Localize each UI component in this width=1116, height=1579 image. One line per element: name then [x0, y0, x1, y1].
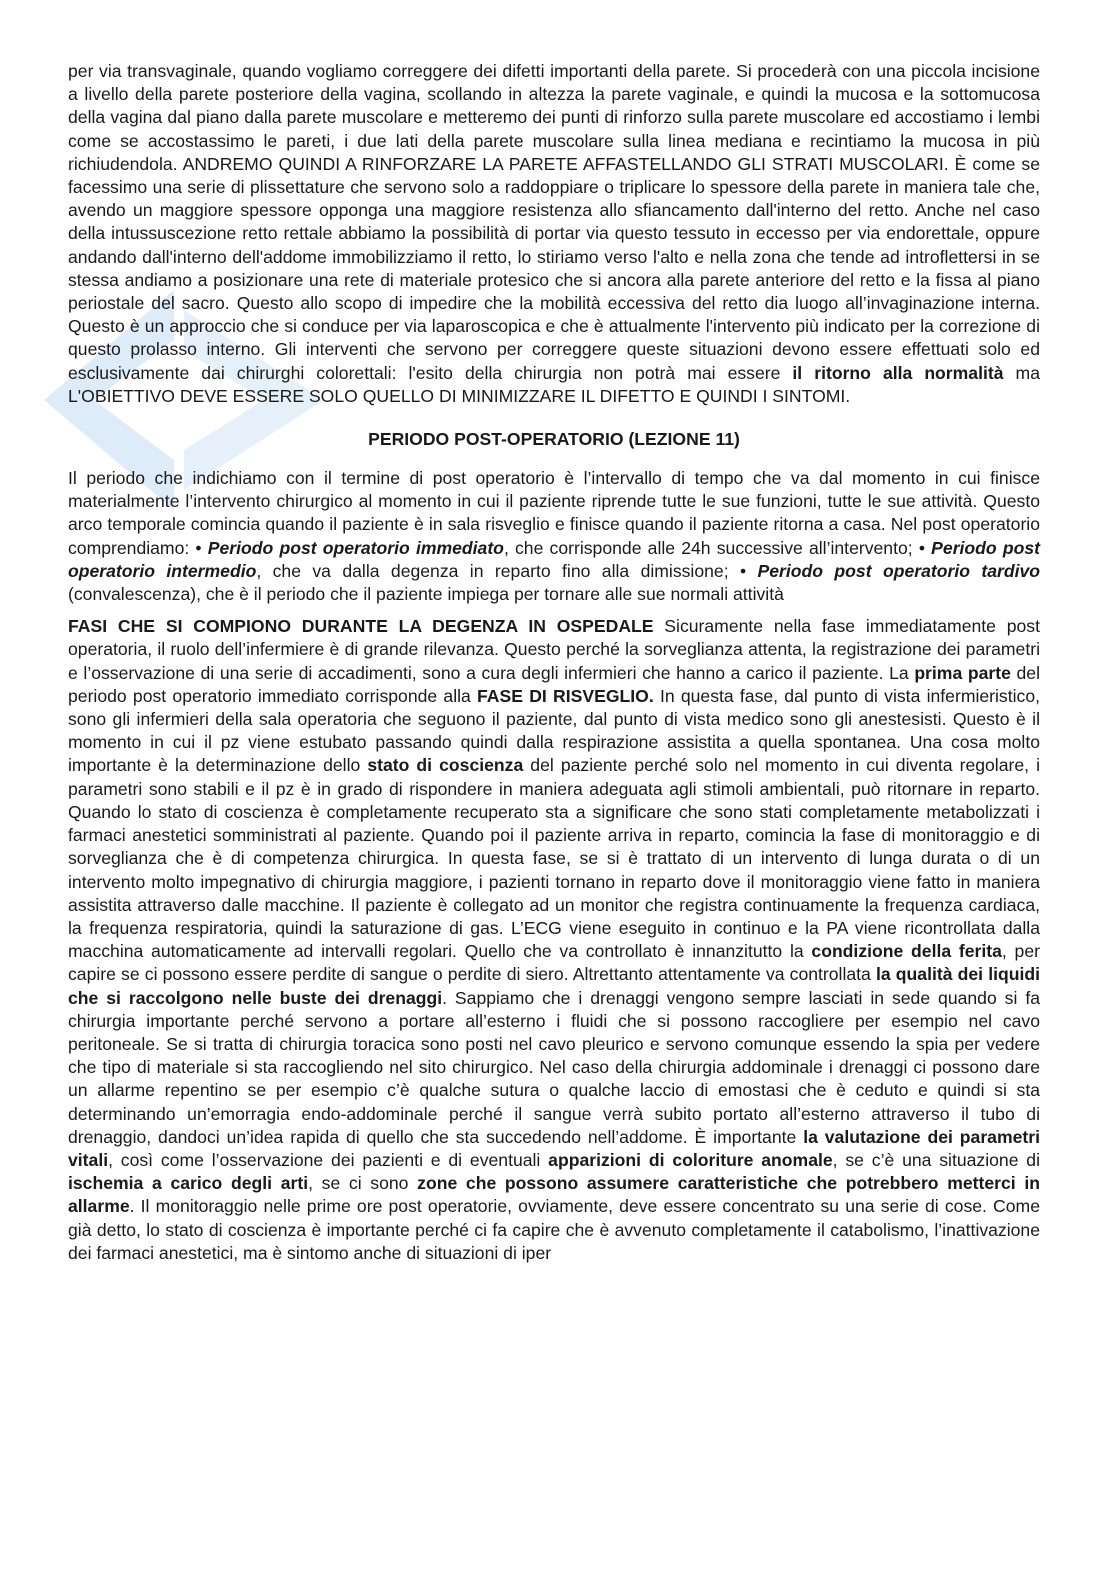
bold-run: apparizioni di coloriture anomale: [548, 1149, 833, 1170]
bold-run: zone che possono assumere caratteristiche che potrebbero metterci in allarme: [68, 1173, 1041, 1217]
text-run: Il periodo che indichiamo con il termine di post operatorio è l’intervallo di tempo che va dal momento in cui finisce materialmente l’intervento chirurgico al momento in cui il paziente riprende tutte le sue funzioni, tutte le sue attività. Questo arco temporale comincia quando il paziente è in sala risveglio e finisce quando il paziente ritorna a casa. Nel post operatorio comprendiamo: •: [68, 468, 1040, 558]
text-run: per via transvaginale, quando vogliamo correggere dei difetti importanti della parete. Si procederà con una piccola incisione a livello della parete posteriore della vagina, scollando in altezza la parete vaginale, e quindi la mucosa e la sottomucosa della vagina dal piano dalla parete muscolare e metteremo dei punti di rinforzo sulla parete muscolare ed accostiamo i lembi come se accostassimo le pareti, i due lati della parete muscolare sulla linea mediana e recintiamo la mucosa in più richiudendola. ANDREMO QUINDI A RINFORZARE LA PARETE AFFASTELLANDO GLI STRATI MUSCOLARI. È come se facessimo una serie di plissettature che servono solo a raddoppiare o triplicare lo spessore della parete in maniera tale che, avendo un maggiore spessore opponga una maggiore resistenza allo sfiancamento dall'interno del retto. Anche nel caso della intussuscezione retto rettale abbiamo la possibilità di portar via questo tessuto in eccesso per via endorettale, oppure andando dall'interno dell'addome immobilizziamo il retto, lo stiriamo verso l'alto e nella zona che tende ad introflettersi in se stessa andiamo a posizionare una rete di materiale protesico che si ancora alla parete anteriore del retto e la fissa al piano periostale del sacro. Questo allo scopo di impedire che la mobilità eccessiva del retto dia luogo all’invaginazione interna. Questo è un approccio che si conduce per via laparoscopica e che è attualmente l'intervento più indicato per la correzione di questo prolasso interno. Gli interventi che servono per correggere queste situazioni devono essere effettuati solo ed esclusivamente dai chirurghi colorettali: l'esito della chirurgia non potrà mai essere: [68, 61, 1040, 383]
text-run: , se ci sono: [308, 1173, 418, 1194]
text-run: In questa fase, dal punto di vista infermieristico, sono gli infermieri della sala operatoria che seguono il paziente, dal punto di vista medico sono gli anestesisti. Questo è il momento in cui il pz viene estubato passando quindi dalla respirazione assistita a quella spontanea. Una cosa molto importante è la determinazione dello: [68, 685, 1040, 776]
text-run: , così come l’osservazione dei pazienti e di eventuali: [108, 1149, 549, 1170]
paragraph-intro: [68, 467, 1040, 606]
bold-run: il ritorno alla normalità: [792, 362, 1004, 383]
text-run: , per capire se ci possono essere perdite di sangue o perdite di siero. Altrettanto attentamente va controllata: [68, 941, 1040, 985]
bold-italic-run: Periodo post operatorio intermedio: [68, 537, 1040, 581]
paragraph-rettocele: [68, 60, 1040, 408]
text-run: . Il monitoraggio nelle prime ore post operatorie, ovviamente, deve essere concentrato su una serie di cose. Come già detto, lo stato di coscienza è importante perché ci fa capire che è avvenuto completamente il catabolismo, l’inattivazione dei farmaci anestetici, ma è sintomo anche di situazioni di iper: [68, 1196, 1040, 1263]
bold-run: stato di coscienza: [367, 755, 524, 776]
text-run: , se c’è una situazione di: [832, 1149, 1040, 1170]
bold-run: FASE DI RISVEGLIO.: [477, 685, 654, 706]
bold-italic-run: Periodo post operatorio immediato: [207, 537, 504, 558]
bold-run: ischemia a carico degli arti: [68, 1173, 309, 1194]
text-run: ma L'OBIETTIVO DEVE ESSERE SOLO QUELLO DI MINIMIZZARE IL DIFETTO E QUINDI I SINTOMI.: [68, 362, 1040, 406]
text-run: . Sappiamo che i drenaggi vengono sempre lasciati in sede quando si fa chirurgia importante perché servono a portare all’esterno i fluidi che si possono raccogliere per esempio nel cavo peritoneale. Se si tratta di chirurgia toracica sono posti nel cavo pleurico e servono comunque essendo la spia per vedere che tipo di materiale si sta raccogliendo nel sito chirurgico. Nel caso della chirurgia addominale i drenaggi ci possono dare un allarme repentino se per esempio c’è qualche sutura o qualche laccio di emostasi che è ceduto e quindi si sta determinando un’emorragia endo-addominale perché il sangue verrà subito portato all’esterno attraverso il tubo di drenaggio, dandoci un’idea rapida di quello che sta succedendo nell’addome. È importante: [68, 987, 1040, 1147]
bold-run: FASI CHE SI COMPIONO DURANTE LA DEGENZA IN OSPEDALE: [68, 616, 654, 637]
bold-run: la valutazione dei parametri vitali: [68, 1126, 1040, 1170]
text-run: del paziente perché solo nel momento in cui diventa regolare, i parametri sono stabili e il pz è in grado di rispondere in maniera adeguata agli stimoli ambientali, può ritornare in reparto. Quando lo stato di coscienza è completamente recuperato sta a significare che sono stati completamente metabolizzati i farmaci anestetici somministrati al paziente. Quando poi il paziente arriva in reparto, comincia la fase di monitoraggio e di sorveglianza che è di competenza chirurgica. In questa fase, se si è trattato di un intervento di lunga durata o di un intervento molto impegnativo di chirurgia maggiore, i pazienti tornano in reparto dove il monitoraggio viene fatto in maniera assistita attraverso dalle macchine. Il paziente è collegato ad un monitor che registra continuamente la frequenza cardiaca, la frequenza respiratoria, quindi la saturazione di gas. L’ECG viene eseguito in continuo e la PA viene ricontrollata dalla macchina automaticamente ad intervalli regolari. Quello che va controllato è innanzitutto la: [68, 755, 1040, 962]
bold-run: la qualità dei liquidi che si raccolgono nelle buste dei drenaggi: [68, 964, 1040, 1008]
bold-italic-run: Periodo post operatorio tardivo: [757, 560, 1040, 581]
text-run: , che corrisponde alle 24h successive all’intervento; •: [503, 537, 932, 558]
text-run: (convalescenza), che è il periodo che il paziente impiega per tornare alle sue normali attività: [68, 584, 784, 605]
text-run: , che va dalla degenza in reparto fino alla dimissione; •: [256, 560, 758, 581]
bold-run: prima parte: [914, 662, 1011, 683]
text-run: Sicuramente nella fase immediatamente post operatoria, il ruolo dell’infermiere è di grande rilevanza. Questo perché la sorveglianza attenta, la registrazione dei parametri e l’osservazione di una serie di accadimenti, sono a cura degli infermieri che hanno a carico il paziente. La: [68, 616, 1040, 683]
bold-run: condizione della ferita: [811, 941, 1002, 962]
document-page: [68, 60, 1040, 1265]
text-run: del periodo post operatorio immediato corrisponde alla: [68, 662, 1040, 706]
section-heading: PERIODO POST-OPERATORIO (LEZIONE 11): [368, 429, 740, 450]
paragraph-fasi: [68, 615, 1040, 1265]
